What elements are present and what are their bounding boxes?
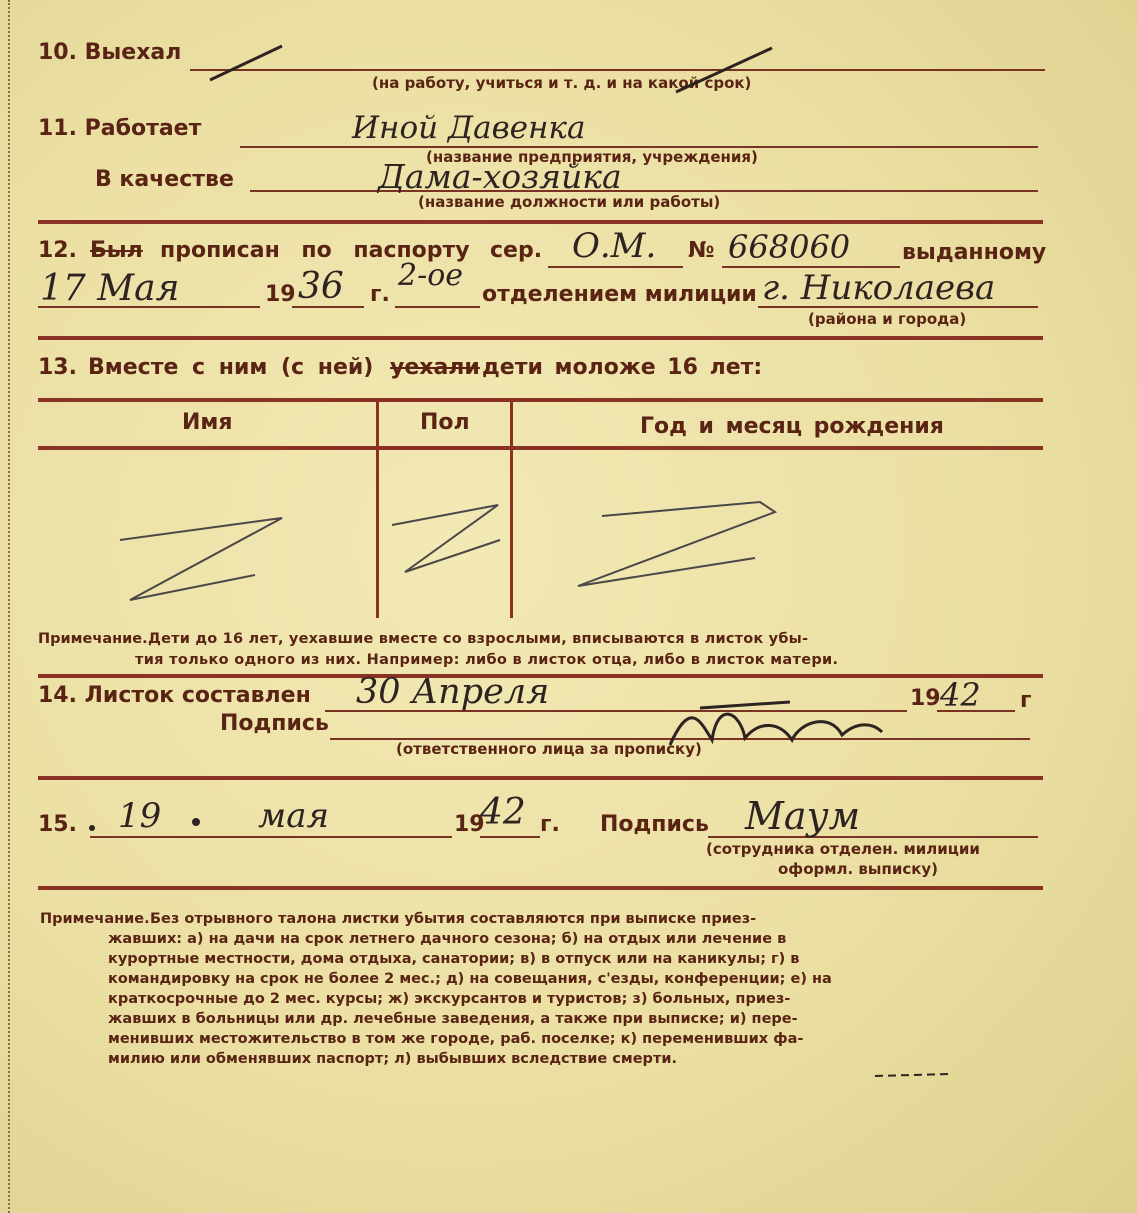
column-header-birth: Год и месяц рождения (640, 414, 944, 439)
note2-line: менивших местожительство в том же городе, раб. поселке; к) переменивших фа- (108, 1031, 804, 1047)
date15-line (90, 836, 452, 838)
divider-rule (38, 886, 1043, 890)
item10-caption: (на работу, учиться и т. д. и на какой срок) (372, 74, 752, 92)
item14-caption: (ответственного лица за прописку) (396, 740, 702, 758)
compiled-date-handwriting: 30 Апреля (356, 672, 550, 712)
item15-label: 15. (38, 812, 77, 837)
note2-line: милию или обменявших паспорт; л) выбывших вследствие смерти. (108, 1051, 678, 1067)
note1-lead: Примечание. (38, 631, 148, 647)
item11-label: 11. Работает (38, 116, 202, 141)
compiled-year-suffix: г (1020, 688, 1032, 713)
date15-year-line (480, 836, 540, 838)
date15-month-handwriting: мая (258, 796, 329, 836)
note2-lead: Примечание. (40, 911, 150, 927)
city-handwriting: г. Николаева (762, 268, 996, 308)
item15-signature-label: Подпись (600, 812, 709, 837)
divider-rule (38, 776, 1043, 780)
item12-caption: (района и города) (808, 310, 967, 328)
item12-number: 12. (38, 238, 77, 263)
note2-line: краткосрочные до 2 мес. курсы; ж) экскурсантов и туристов; з) больных, приез- (108, 991, 791, 1007)
item11-workplace-caption: (название предприятия, учреждения) (426, 148, 758, 166)
item13-suffix: дети моложе 16 лет: (482, 355, 763, 380)
item13-struck-word: уехали (390, 355, 480, 380)
item12-text: прописан по паспорту (160, 238, 470, 263)
issue-year-suffix: г. (370, 282, 390, 307)
issue-year-handwriting: 36 (298, 266, 344, 307)
column-header-sex: Пол (420, 410, 470, 435)
note2-line: командировку на срок не более 2 мес.; д) на совещания, с'езды, конференции; е) на (108, 971, 832, 987)
position-handwriting: Дама-хозяйка (378, 157, 622, 196)
item14-label: 14. Листок составлен (38, 683, 311, 708)
item10-label: 10. Выехал (38, 40, 182, 65)
passport-number-handwriting: 668060 (728, 228, 851, 266)
note1-line2: тия только одного из них. Например: либо в листок отца, либо в листок матери. (135, 652, 839, 668)
office-number-handwriting: 2-ое (398, 258, 464, 293)
item12-issued-label: выданному (902, 240, 1047, 265)
workplace-handwriting: Иной Давенка (352, 110, 586, 146)
item15-caption-line2: оформл. выписку) (778, 860, 939, 878)
item13-number: 13. (38, 355, 77, 380)
compiled-year-prefix: 19 (910, 686, 941, 711)
date15-year-handwriting: 42 (480, 792, 526, 833)
series-handwriting: О.М. (572, 226, 657, 266)
note2-line: курортные местности, дома отдыха, санатории; в) в отпуск или на каникулы; г) в (108, 951, 800, 967)
note2-line: жавших в больницы или др. лечебные заведения, а также при выписке; и) пере- (108, 1011, 798, 1027)
item11-position-caption: (название должности или работы) (418, 193, 721, 211)
compiled-year-handwriting: 42 (940, 676, 981, 714)
item12-office-label: отделением милиции (482, 282, 757, 307)
item12-series-label: сер. (490, 238, 543, 263)
date15-day-handwriting: 19 (118, 796, 162, 836)
number-sign: № (688, 238, 715, 263)
issue-date-handwriting: 17 Мая (40, 268, 180, 309)
item14-signature-label: Подпись (220, 711, 329, 736)
item12-struck-word: Был (90, 238, 143, 263)
column-header-name: Имя (182, 410, 233, 435)
date15-year-suffix: г. (540, 812, 560, 837)
item15-caption-line1: (сотрудника отделен. милиции (706, 840, 980, 858)
note2-line: Без отрывного талона листки убытия составляются при выписке приез- (150, 911, 757, 927)
note1-line1: Дети до 16 лет, уехавшие вместе со взрослыми, вписываются в листок убы- (148, 631, 809, 647)
item13-prefix: Вместе с ним (с ней) (88, 355, 374, 380)
item15-signature: Маум (745, 794, 861, 838)
issue-year-prefix: 19 (265, 282, 296, 307)
item11-position-label: В качестве (95, 167, 234, 192)
note2-line: жавших: а) на дачи на срок летнего дачного сезона; б) на отдых или лечение в (108, 931, 787, 947)
date15-year-prefix: 19 (454, 812, 485, 837)
